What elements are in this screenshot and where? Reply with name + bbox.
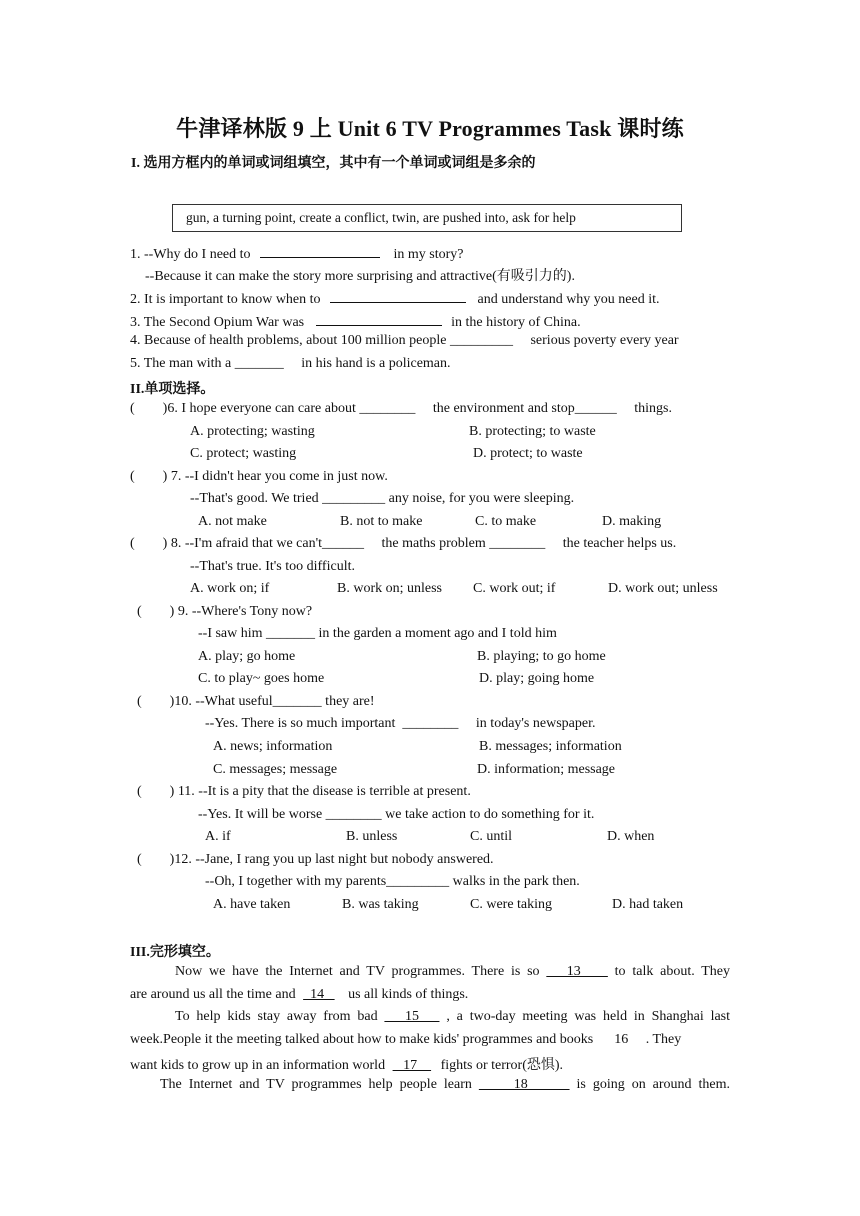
cloze-text: us all kinds of things. bbox=[348, 987, 469, 1002]
q2-blank bbox=[330, 288, 466, 303]
q10-option-d: D. information; message bbox=[477, 762, 616, 777]
q6-option-b: B. protecting; to waste bbox=[469, 424, 596, 439]
question-12: ( )12. --Jane, I rang you up last night but nobody answered. bbox=[137, 852, 494, 867]
q1-blank bbox=[260, 243, 380, 258]
cloze-text: To help kids stay away from bad bbox=[175, 1009, 378, 1024]
question-9: ( ) 9. --Where's Tony now? bbox=[137, 604, 313, 619]
q6-option-d: D. protect; to waste bbox=[473, 446, 583, 461]
q12-option-b: B. was taking bbox=[342, 897, 419, 912]
q9-line-2: --I saw him _______ in the garden a moment ago and I told him bbox=[198, 626, 557, 641]
q7-option-c: C. to make bbox=[475, 514, 537, 529]
question-8: ( ) 8. --I'm afraid that we can't______ the maths problem ________ the teacher helps us. bbox=[130, 536, 677, 551]
q3-text-a: 3. The Second Opium War was bbox=[130, 315, 305, 330]
q8-line-2: --That's true. It's too difficult. bbox=[190, 559, 355, 574]
question-4: 4. Because of health problems, about 100 million people _________ serious poverty every year bbox=[130, 333, 679, 348]
blank-18: 18 bbox=[478, 1077, 570, 1092]
page-title: 牛津译林版 9 上 Unit 6 TV Programmes Task 课时练 bbox=[176, 116, 684, 141]
cloze-text: , a two-day meeting was held in Shanghai last bbox=[446, 1009, 731, 1024]
cloze-line-3 bbox=[175, 1009, 730, 1025]
q12-line-2: --Oh, I together with my parents_________ walks in the park then. bbox=[205, 874, 580, 889]
q12-option-c: C. were taking bbox=[470, 897, 553, 912]
q9-option-c: C. to play~ goes home bbox=[198, 671, 325, 686]
question-1 bbox=[130, 243, 464, 263]
q11-option-d: D. when bbox=[607, 829, 655, 844]
question-3 bbox=[130, 311, 581, 331]
section-2-heading: II.单项选择。 bbox=[130, 382, 215, 397]
question-7: ( ) 7. --I didn't hear you come in just now. bbox=[130, 469, 388, 484]
cloze-line-4: week.People it the meeting talked about how to make kids' programmes and books 16 . They bbox=[130, 1032, 682, 1047]
blank-13: 13 bbox=[546, 964, 608, 979]
cloze-text: The Internet and TV programmes help people learn bbox=[160, 1077, 472, 1092]
q1-answer-line: --Because it can make the story more surprising and attractive(有吸引力的). bbox=[145, 269, 575, 284]
q12-option-a: A. have taken bbox=[213, 897, 291, 912]
word-box: gun, a turning point, create a conflict, twin, are pushed into, ask for help bbox=[172, 204, 682, 232]
q11-line-2: --Yes. It will be worse ________ we take action to do something for it. bbox=[198, 807, 595, 822]
q11-option-c: C. until bbox=[470, 829, 513, 844]
q3-blank bbox=[316, 311, 442, 326]
cloze-line-6 bbox=[160, 1077, 730, 1093]
question-5: 5. The man with a _______ in his hand is a policeman. bbox=[130, 356, 451, 371]
blank-14: 14 bbox=[303, 987, 335, 1002]
q9-option-d: D. play; going home bbox=[479, 671, 595, 686]
cloze-line-2 bbox=[130, 987, 730, 1003]
cloze-text: fights or terror(恐惧). bbox=[440, 1058, 564, 1073]
q9-option-b: B. playing; to go home bbox=[477, 649, 606, 664]
cloze-line-1 bbox=[175, 964, 730, 980]
q7-option-d: D. making bbox=[602, 514, 662, 529]
cloze-text: is going on around them. bbox=[576, 1077, 731, 1092]
cloze-text: are around us all the time and bbox=[130, 987, 296, 1002]
blank-17: 17 bbox=[392, 1058, 432, 1073]
q12-option-d: D. had taken bbox=[612, 897, 684, 912]
q8-option-c: C. work out; if bbox=[473, 581, 556, 596]
section-3-heading: III.完形填空。 bbox=[130, 945, 220, 960]
q10-option-a: A. news; information bbox=[213, 739, 333, 754]
q8-option-d: D. work out; unless bbox=[608, 581, 718, 596]
section-1-heading: I. 选用方框内的单词或词组填空，其中有一个单词或词组是多余的 bbox=[131, 156, 536, 171]
question-10: ( )10. --What useful_______ they are! bbox=[137, 694, 375, 709]
question-11: ( ) 11. --It is a pity that the disease is terrible at present. bbox=[137, 784, 471, 799]
q6-option-a: A. protecting; wasting bbox=[190, 424, 315, 439]
q2-text-b: and understand why you need it. bbox=[477, 292, 660, 307]
q7-line-2: --That's good. We tried _________ any noise, for you were sleeping. bbox=[190, 491, 575, 506]
cloze-text: want kids to grow up in an information world bbox=[130, 1058, 386, 1073]
cloze-text: to talk about. They bbox=[614, 964, 731, 979]
q11-option-b: B. unless bbox=[346, 829, 398, 844]
q1-text-a: 1. --Why do I need to bbox=[130, 247, 251, 262]
q8-option-a: A. work on; if bbox=[190, 581, 270, 596]
q10-line-2: --Yes. There is so much important ________ in today's newspaper. bbox=[205, 716, 596, 731]
q7-option-a: A. not make bbox=[198, 514, 267, 529]
q7-option-b: B. not to make bbox=[340, 514, 423, 529]
question-6: ( )6. I hope everyone can care about ________ the environment and stop______ things. bbox=[130, 401, 672, 416]
q6-option-c: C. protect; wasting bbox=[190, 446, 297, 461]
q11-option-a: A. if bbox=[205, 829, 231, 844]
q10-option-b: B. messages; information bbox=[479, 739, 622, 754]
q2-text-a: 2. It is important to know when to bbox=[130, 292, 321, 307]
blank-15: 15 bbox=[384, 1009, 440, 1024]
q8-option-b: B. work on; unless bbox=[337, 581, 442, 596]
question-2 bbox=[130, 288, 660, 308]
q9-option-a: A. play; go home bbox=[198, 649, 296, 664]
cloze-line-5 bbox=[130, 1054, 730, 1074]
q3-text-b: in the history of China. bbox=[451, 315, 581, 330]
cloze-text: Now we have the Internet and TV programmes. There is so bbox=[175, 964, 540, 979]
q1-text-b: in my story? bbox=[393, 247, 464, 262]
q10-option-c: C. messages; message bbox=[213, 762, 338, 777]
